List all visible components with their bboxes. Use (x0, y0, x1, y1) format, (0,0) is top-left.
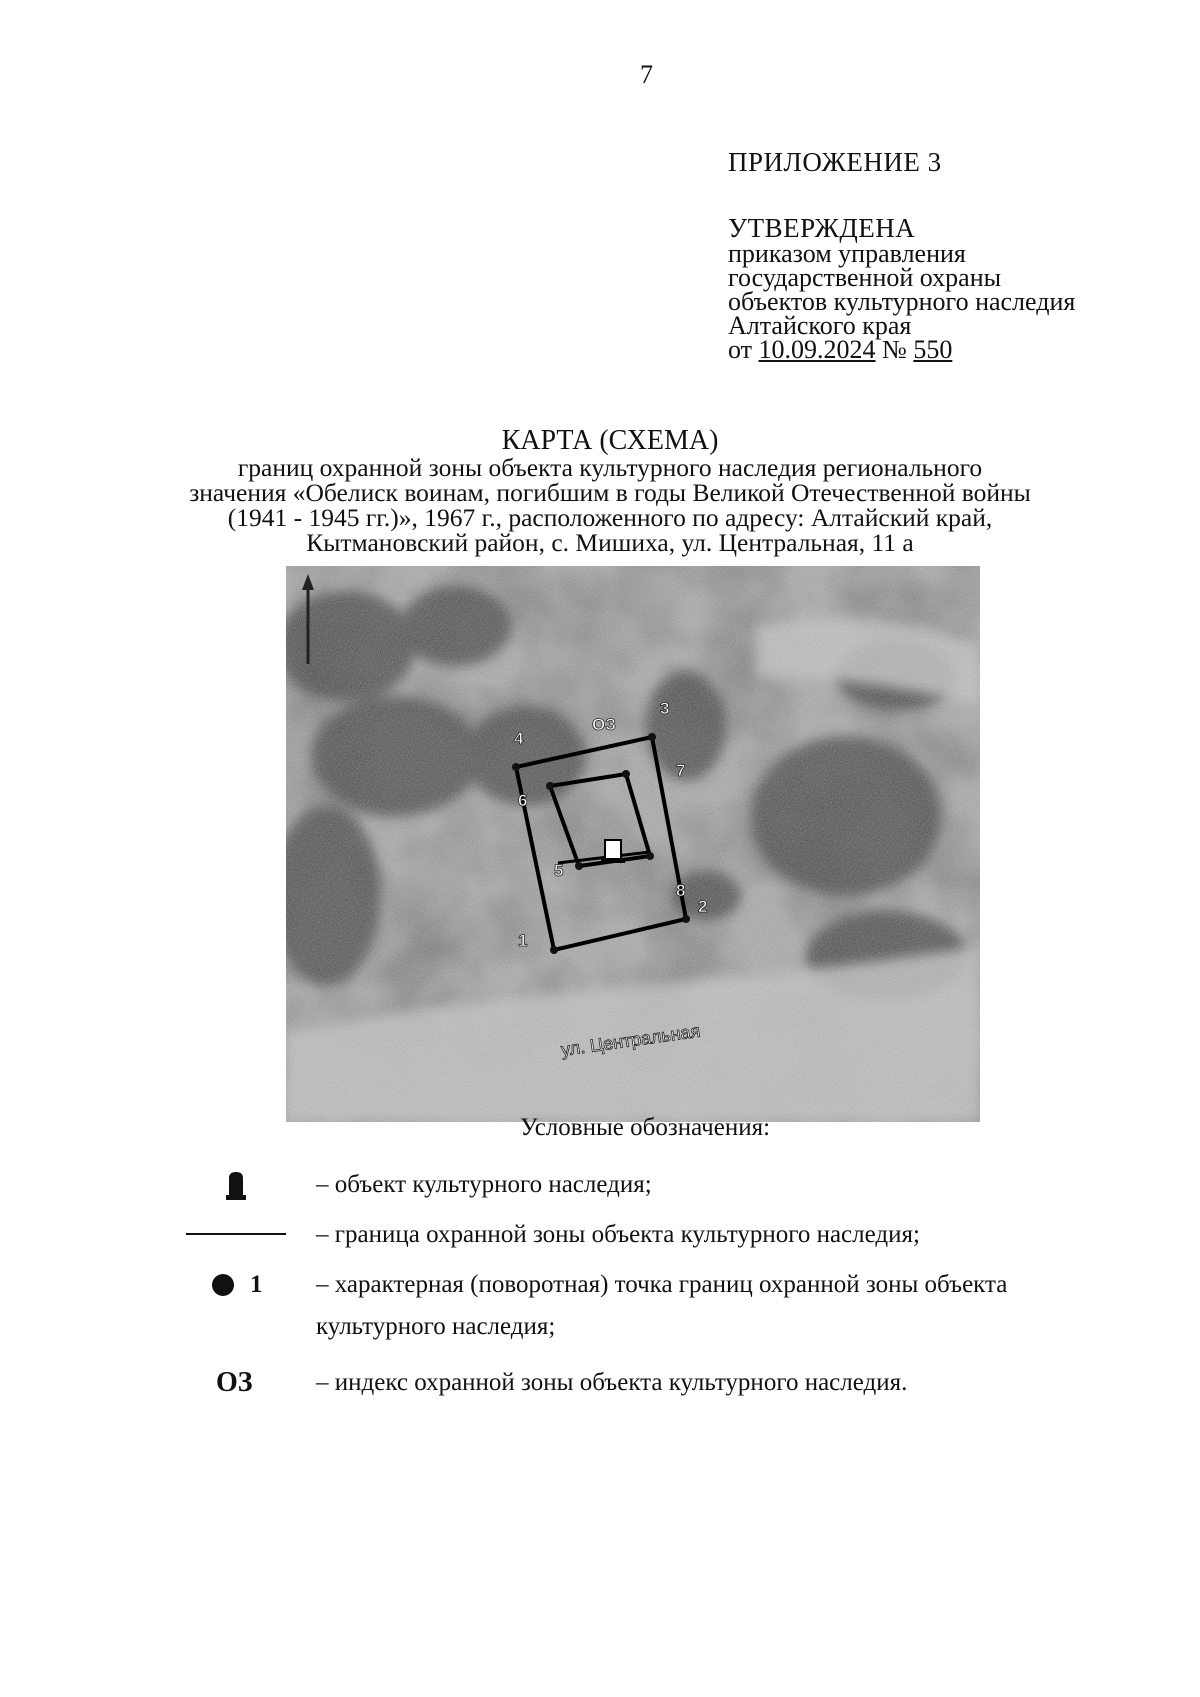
point-dot-label: 1 (250, 1271, 263, 1298)
title-desc-line-2: значения «Обелиск воинам, погибшим в годы Великой Отечественной войны (189, 478, 1031, 507)
zone-index-label: ОЗ (592, 715, 616, 734)
point-label-6: 6 (518, 791, 528, 810)
point-4-dot (512, 763, 520, 771)
approval-date-line (728, 335, 1075, 364)
legend-row-monument (176, 1164, 1136, 1206)
point-6-dot (546, 782, 554, 790)
point-label-7: 7 (676, 761, 686, 780)
approved-label: УТВЕРЖДЕНА (728, 213, 916, 243)
title-desc-line-4: Кытмановский район, с. Мишиха, ул. Центральная, 11 а (306, 528, 914, 557)
point-2-dot (682, 915, 690, 923)
point-label-5: 5 (554, 861, 564, 880)
legend-text-index: – индекс охранной зоны объекта культурного наследия. (316, 1369, 908, 1396)
appendix-label: ПРИЛОЖЕНИЕ 3 (728, 147, 942, 177)
approval-date: 10.09.2024 (758, 335, 876, 364)
document-title-block (150, 425, 1070, 557)
legend-text-point-cont: культурного наследия; (316, 1313, 556, 1340)
approval-line-1: приказом управления (728, 239, 966, 268)
point-label-1: 1 (518, 931, 528, 950)
point-label-8: 8 (676, 881, 686, 900)
zone-index-symbol: ОЗ (216, 1367, 253, 1398)
page-number: 7 (640, 60, 653, 89)
approval-line-4: Алтайского края (728, 311, 912, 340)
approval-block (728, 147, 1076, 364)
approval-line-3: объектов культурного наследия (728, 287, 1076, 316)
legend-title: Условные обозначения: (520, 1114, 771, 1141)
monument-marker (601, 840, 625, 863)
point-dot-icon (212, 1274, 234, 1296)
approval-number: 550 (913, 335, 953, 364)
point-label-2: 2 (698, 897, 708, 916)
legend-text-boundary: – граница охранной зоны объекта культурного наследия; (316, 1221, 920, 1248)
legend-row-index (176, 1362, 1136, 1404)
point-8-dot (646, 852, 654, 860)
point-label-3: 3 (660, 699, 670, 718)
legend-row-point (176, 1264, 1136, 1348)
point-label-4: 4 (514, 729, 524, 748)
point-7-dot (622, 770, 630, 778)
boundary-line-icon (186, 1233, 286, 1235)
legend-text-monument: – объект культурного наследия; (316, 1171, 652, 1198)
approval-line-2: государственной охраны (728, 263, 1002, 292)
street-label: ул. Центральная (559, 1020, 702, 1060)
point-3-dot (648, 733, 656, 741)
monument-icon (226, 1170, 246, 1200)
title-desc-line-3: (1941 - 1945 гг.)», 1967 г., расположенного по адресу: Алтайский край, (227, 503, 993, 532)
number-prefix: № (882, 335, 907, 364)
map-svg (286, 566, 980, 1122)
point-5-dot (575, 862, 583, 870)
document-title: КАРТА (СХЕМА) (501, 425, 719, 456)
satellite-map (286, 566, 980, 1122)
point-1-dot (550, 946, 558, 954)
legend-text-point: – характерная (поворотная) точка границ охранной зоны объекта (316, 1271, 1008, 1298)
date-prefix: от (728, 335, 753, 364)
legend-row-boundary (176, 1214, 1136, 1256)
title-desc-line-1: границ охранной зоны объекта культурного наследия регионального (237, 453, 983, 482)
